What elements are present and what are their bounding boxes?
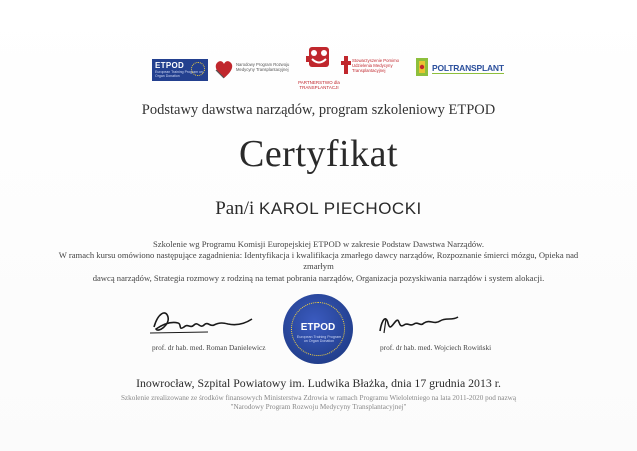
recipient-line — [0, 198, 637, 220]
partnerstwo-logo — [298, 44, 340, 94]
seal-title: ETPOD — [300, 322, 336, 333]
etpod-logo-subtitle: European Training Program on Organ Donation — [155, 70, 203, 78]
body-line-3: dawcą narządów, Strategia rozmowy z rodziną na temat pobrania narządów, Organizacja pozyskiwania narządów i system alokacji. — [92, 272, 545, 283]
certificate-body — [50, 239, 587, 284]
program-subtitle: Podstawy dawstwa narządów, program szkoleniowy ETPOD — [141, 102, 496, 118]
signature-right — [372, 305, 522, 352]
eu-stars-icon — [191, 62, 205, 76]
footer-line-2: "Narodowy Program Rozwoju Medycyny Transplantacyjnej" — [230, 403, 407, 411]
npr-logo-text: Narodowy Program Rozwoju Medycyny Transplantacyjnej — [236, 62, 290, 72]
logo-row — [0, 44, 637, 94]
poltransplant-logo-text: POLTRANSPLANT — [432, 63, 504, 73]
recipient-name: KAROL PIECHOCKI — [259, 199, 422, 218]
heart-hands-icon — [212, 56, 236, 82]
body-line-1: Szkolenie wg Programu Komisji Europejskiej ETPOD w zakresie Podstaw Dawstwa Narządów. — [153, 239, 484, 249]
etpod-logo — [152, 59, 208, 81]
recipient-prefix: Pan/i — [215, 198, 255, 219]
poltransplant-logo — [414, 54, 504, 82]
seal-subtitle: European Training Program on Organ Donation — [296, 335, 342, 344]
handwritten-signature-left — [148, 305, 258, 341]
cross-icon — [340, 54, 352, 76]
body-line-2: W ramach kursu omówiono następujące zagadnienia: Identyfikacja i kwalifikacja zmarłego dawcy narządów, Rozpoznanie śmierci mózgu, Opieka nad zmarłym — [58, 250, 579, 272]
puzzle-heart-icon — [298, 44, 340, 80]
signature-right-name: prof. dr hab. med. Wojciech Rowiński — [380, 343, 492, 352]
stowarzyszenie-logo — [340, 54, 412, 84]
footer-line-1: Szkolenie zrealizowane ze środków finansowych Ministerstwa Zdrowia w ramach Programu Wieloletniego na lata 2011-2020 pod nazwą — [120, 394, 517, 402]
poltransplant-emblem-icon — [414, 54, 430, 80]
signature-left — [148, 305, 298, 352]
funding-footer — [0, 394, 637, 412]
place-and-date: Inowrocław, Szpital Powiatowy im. Ludwika Błażka, dnia 17 grudnia 2013 r. — [136, 376, 501, 390]
etpod-seal — [283, 294, 353, 364]
handwritten-signature-right — [372, 305, 482, 341]
etpod-logo-title: ETPOD — [155, 61, 185, 70]
npr-logo — [212, 56, 294, 82]
certificate-title: Certyfikat — [238, 133, 399, 175]
stowarzyszenie-logo-text: Stowarzyszenie Pomimo Udzielenia Medycyny Transplantacyjnej — [352, 58, 400, 73]
partnerstwo-logo-text: PARTNERSTWO dla TRANSPLANTACJI — [298, 80, 340, 90]
signature-left-name: prof. dr hab. med. Roman Danielewicz — [152, 343, 266, 352]
